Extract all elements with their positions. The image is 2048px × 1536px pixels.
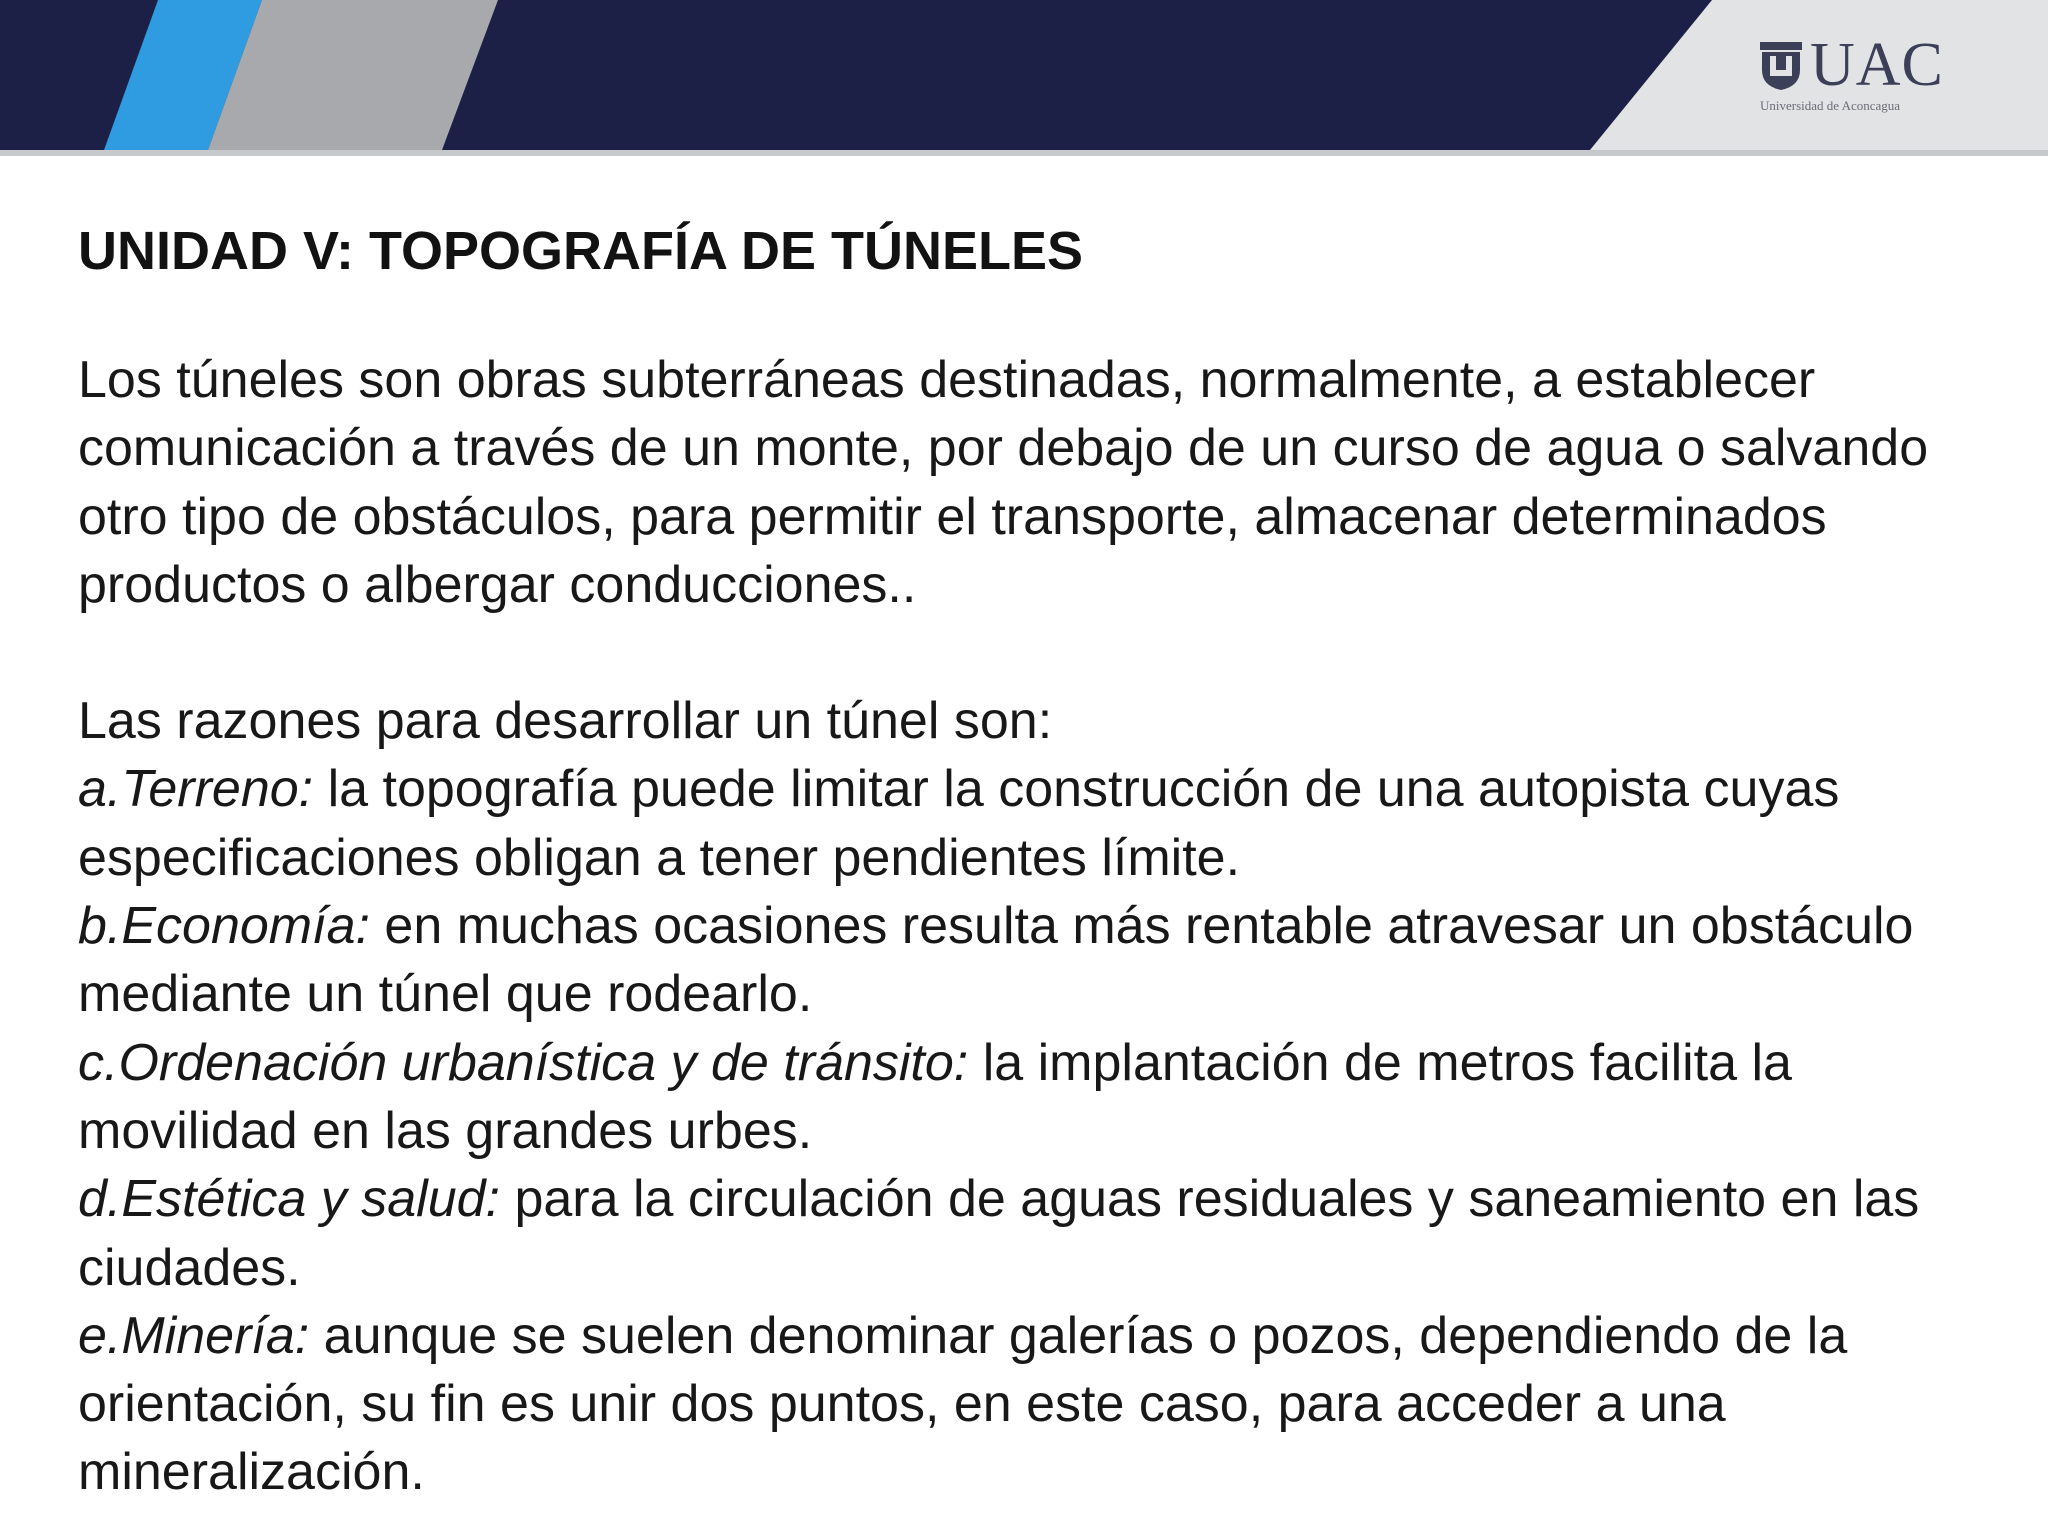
reason-term: e.Minería: — [78, 1306, 310, 1365]
header-banner — [0, 0, 2048, 160]
reason-text: para la circulación de aguas residuales y saneamiento en las ciudades. — [78, 1170, 1920, 1297]
reason-item-estetica — [78, 1165, 1998, 1302]
reason-item-ordenacion — [78, 1029, 1998, 1166]
banner-graphic — [0, 0, 2048, 160]
reason-term: b.Economía: — [78, 897, 370, 956]
logo-text: UAC — [1810, 31, 1944, 99]
reason-text: en muchas ocasiones resulta más rentable atravesar un obstáculo mediante un túnel que rodearlo. — [78, 897, 1914, 1024]
university-logo — [1758, 31, 1958, 118]
reason-text: la implantación de metros facilita la movilidad en las grandes urbes. — [78, 1033, 1792, 1160]
intro-paragraph: Los túneles son obras subterráneas destinadas, normalmente, a establecer comunicación a través de un monte, por debajo de un curso de agua o salvando otro tipo de obstáculos, para permitir el transporte, almacenar determinados productos o albergar conducciones.. — [78, 351, 1929, 614]
logo-subtitle: Universidad de Aconcagua — [1760, 98, 1901, 113]
reason-term: a.Terreno: — [78, 760, 314, 819]
reason-term: c.Ordenación urbanística y de tránsito: — [78, 1033, 969, 1092]
reasons-block — [78, 687, 1998, 1507]
reason-term: d.Estética y salud: — [78, 1170, 500, 1229]
reason-text: la topografía puede limitar la construcción de una autopista cuyas especificaciones obligan a tener pendientes límite. — [78, 760, 1840, 887]
slide-title: UNIDAD V: TOPOGRAFÍA DE TÚNELES — [78, 221, 1084, 281]
banner-divider-line — [0, 150, 2048, 156]
slide-content — [78, 218, 1998, 1507]
reasons-heading: Las razones para desarrollar un túnel son: — [78, 692, 1053, 751]
reason-text: aunque se suelen denominar galerías o pozos, dependiendo de la orientación, su fin es unir dos puntos, en este caso, para acceder a una mineralización. — [78, 1306, 1848, 1502]
shield-crest-icon — [1758, 40, 1804, 92]
reason-item-terreno — [78, 755, 1998, 892]
reason-item-economia — [78, 892, 1998, 1029]
reason-item-mineria — [78, 1302, 1998, 1507]
